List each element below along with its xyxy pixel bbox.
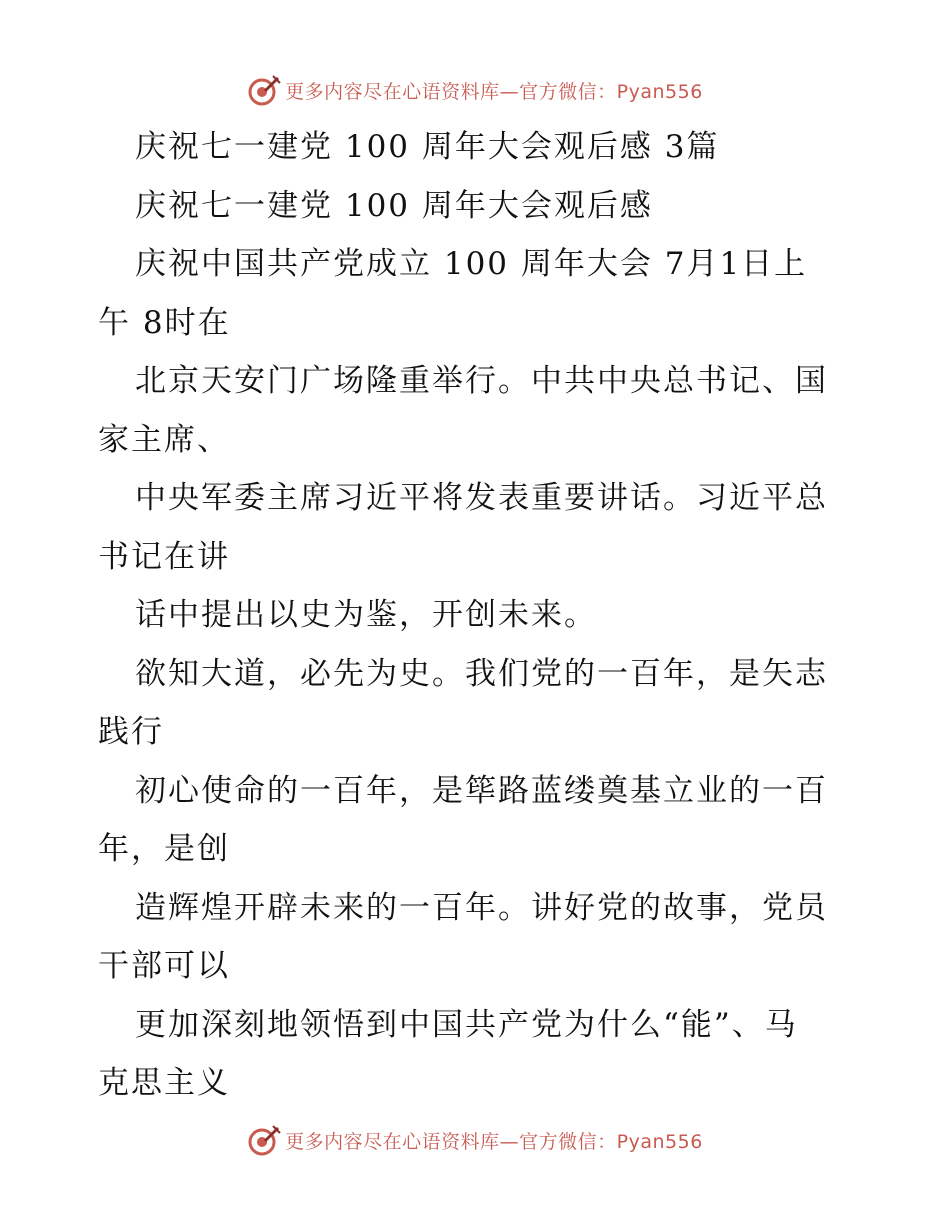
paragraph: 造辉煌开辟未来的一百年。讲好党的故事，党员 干部可以	[98, 889, 828, 984]
document-subtitle: 庆祝七一建党 100 周年大会观后感	[135, 187, 653, 224]
footer-banner	[0, 1120, 950, 1160]
pen-nib-circle-icon	[247, 1123, 281, 1157]
document-body	[98, 118, 858, 1113]
paragraph: 话中提出以史为鉴，开创未来。	[135, 597, 597, 633]
footer-banner-text: 更多内容尽在心语资料库—官方微信：Pyan556	[285, 1130, 703, 1153]
paragraph: 欲知大道，必先为史。我们党的一百年，是矢志 践行	[98, 655, 828, 750]
paragraph: 中央军委主席习近平将发表重要讲话。习近平总 书记在讲	[98, 480, 828, 575]
pen-nib-circle-icon	[247, 73, 281, 107]
paragraph: 更加深刻地领悟到中国共产党为什么“能”、马 克思主义	[98, 1006, 798, 1101]
paragraph: 庆祝中国共产党成立 100 周年大会 7月1日上 午 8时在	[98, 246, 808, 341]
paragraph: 初心使命的一百年，是筚路蓝缕奠基立业的一百 年，是创	[98, 772, 828, 867]
header-banner-text: 更多内容尽在心语资料库—官方微信：Pyan556	[285, 80, 703, 103]
paragraph: 北京天安门广场隆重举行。中共中央总书记、国 家主席、	[98, 363, 828, 458]
document-title: 庆祝七一建党 100 周年大会观后感 3篇	[135, 129, 720, 165]
header-banner	[0, 70, 950, 110]
